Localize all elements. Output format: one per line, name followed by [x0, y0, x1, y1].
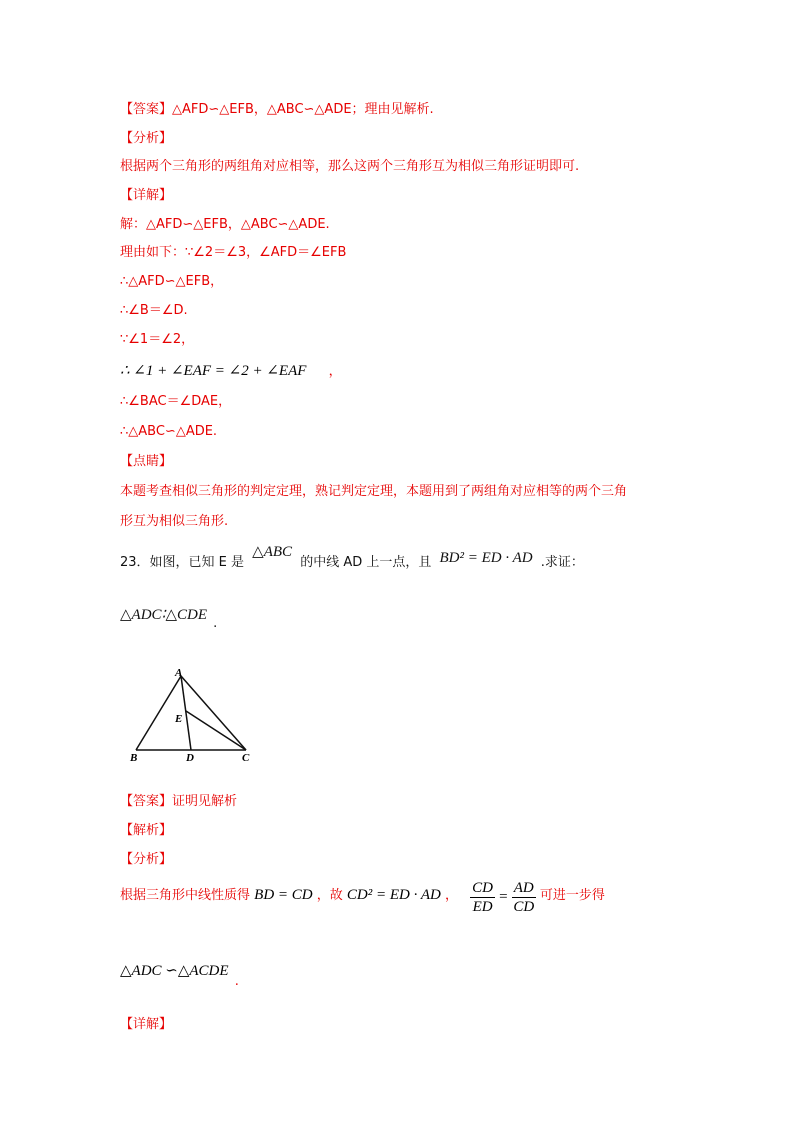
label-b: B — [130, 752, 138, 764]
analysis2-prefix: 根据三角形中线性质得 — [120, 888, 251, 903]
solution-line-1: 解：△AFD∽△EFB，△ABC∽△ADE. — [120, 217, 330, 232]
label-d: D — [186, 752, 194, 764]
solution-line-5: ∵∠1＝∠2， — [120, 332, 195, 347]
fraction-ad-cd-denominator: CD — [513, 899, 535, 915]
result-dot: . — [234, 974, 239, 989]
analysis-tag: 【分析】 — [120, 131, 173, 146]
solution-line-8: ∴△ABC∽△ADE. — [120, 424, 218, 439]
answer2-line — [120, 793, 237, 811]
fraction-ad-cd-numerator: AD — [513, 880, 534, 896]
answer2-text: 证明见解析 — [172, 794, 238, 809]
point-text-1: 本题考查相似三角形的判定定理，熟记判定定理，本题用到了两组角对应相等的两个三角 — [120, 484, 628, 499]
to-prove: △ADC∶△CDE — [120, 607, 207, 623]
analysis2-mid: ，故 — [316, 888, 343, 903]
fraction-cd-ed-denominator: ED — [472, 899, 493, 915]
to-prove-line — [120, 606, 218, 631]
point-text-2: 形互为相似三角形. — [120, 514, 229, 529]
result-line — [120, 962, 239, 989]
detail2-tag: 【详解】 — [120, 1017, 173, 1032]
detail-tag: 【详解】 — [120, 188, 173, 203]
triangle-figure — [128, 664, 288, 768]
solution-line-3: ∴△AFD∽△EFB， — [120, 274, 224, 289]
analysis2-eq1: BD = CD — [254, 887, 313, 903]
side-ac — [181, 676, 246, 750]
answer2-tag: 【答案】 — [120, 794, 173, 809]
angle-sum-equation: ∴ ∠1 + ∠EAF = ∠2 + ∠EAF — [120, 363, 307, 379]
solution-line-6 — [120, 362, 342, 381]
fraction-equals: = — [499, 889, 508, 905]
analysis2-line — [120, 879, 605, 916]
point-tag: 【点睛】 — [120, 454, 173, 469]
question-23 — [120, 544, 584, 572]
question-formula: BD² = ED · AD — [439, 550, 533, 566]
analysis2-comma: ， — [445, 888, 459, 903]
label-e: E — [175, 713, 183, 725]
comma-mark: ， — [328, 364, 342, 379]
to-prove-dot: . — [213, 616, 218, 631]
triangle-abc: △ABC — [252, 544, 293, 560]
fraction-cd-ed-numerator: CD — [472, 880, 493, 896]
solution-line-2: 理由如下：∵∠2＝∠3，∠AFD＝∠EFB — [120, 245, 347, 260]
similarity-result: △ADC ∽△ACDE — [120, 963, 229, 979]
label-a: A — [175, 667, 183, 679]
analysis2-tag: 【分析】 — [120, 852, 173, 867]
label-c: C — [242, 752, 250, 764]
analysis2-eq2: CD² = ED · AD — [346, 887, 441, 903]
fraction-cd-ed — [470, 879, 495, 916]
question-suffix: .求证： — [540, 555, 584, 570]
fraction-ad-cd — [512, 879, 536, 916]
solution-line-7: ∴∠BAC＝∠DAE， — [120, 394, 232, 409]
question-middle: 的中线 AD 上一点，且 — [300, 555, 432, 570]
analysis-text: 根据两个三角形的两组角对应相等，那么这两个三角形互为相似三角形证明即可. — [120, 159, 580, 174]
solution-line-4: ∴∠B＝∠D. — [120, 303, 188, 318]
analysis2-suffix: 可进一步得 — [539, 888, 605, 903]
question-prefix: 23．如图，已知 E 是 — [120, 555, 245, 570]
jiexi-tag: 【解析】 — [120, 823, 173, 838]
answer-line: 【答案】△AFD∽△EFB，△ABC∽△ADE；理由见解析. — [120, 102, 434, 117]
